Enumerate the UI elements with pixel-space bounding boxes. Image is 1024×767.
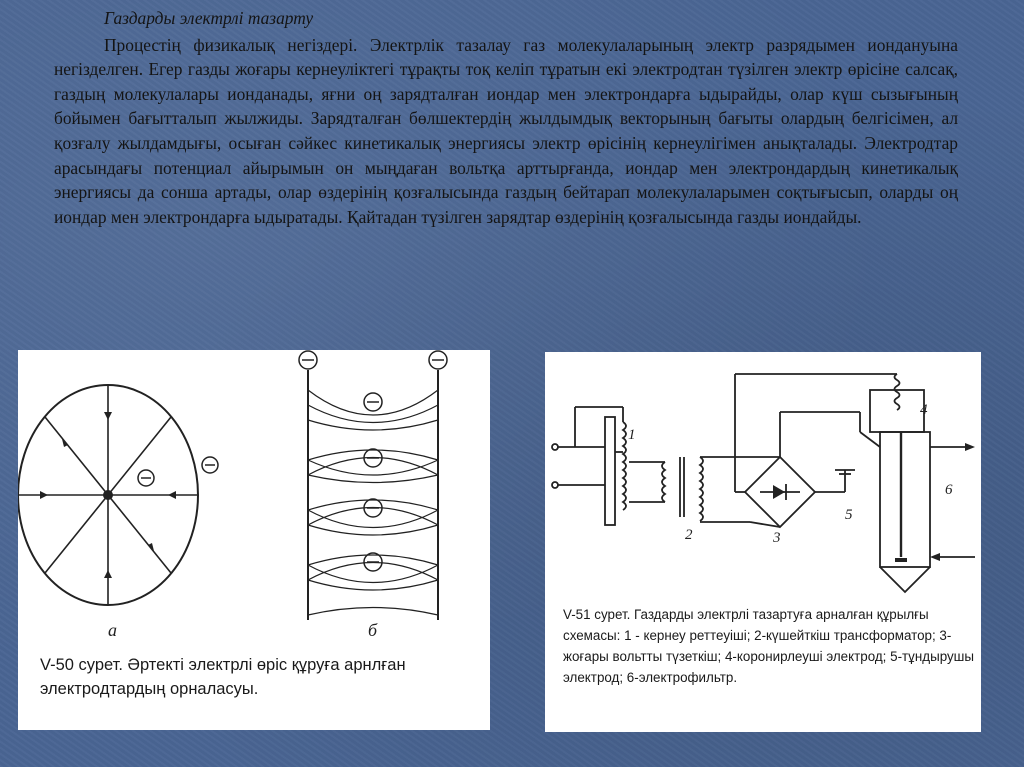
- figure-v50-drawing: [18, 350, 490, 650]
- label-2: 2: [685, 527, 693, 543]
- figure-v50-panel: [18, 350, 490, 730]
- label-6: 6: [945, 482, 953, 498]
- label-b: б: [368, 620, 378, 640]
- label-5: 5: [845, 507, 853, 523]
- terminal-top: [552, 444, 558, 450]
- filter-hopper: [880, 567, 930, 592]
- filter-head: [870, 390, 924, 432]
- figure-v51-caption: V-51 сурет. Газдарды электрлі тазартуға арналған құрылғы схемасы: 1 - кернеу реттеуіші; 2-күшейткіш трансформатор; 3-жоғары вольтты түзеткіш; 4-коронирлеуші электрод; 5-тұндырушы электрод; 6-электрофильтр.: [563, 607, 975, 685]
- transformer-primary: [662, 462, 665, 502]
- body-paragraph: Процестің физикалық негіздері. Электрлік тазалау газ молекулаларының электр разрядымен иондануына негізделген. Егер газды жоғары кернеуліктегі тұрақты тоқ келіп тұратын екі электродтан түзілген электр өрісіне салсақ, газдың молекулалары ионданады, яғни оң зарядталған иондар мен электрондарға ыдырайды, олар күш сызығының бойымен бағытталып жылжиды. Зарядталған бөлшектердің жылдымдық векторының бағыты олардың белгісімен, ал қозғалу жылдамдығы, осыған сәйкес кинетикалық энергиясы электр өрісінің кернеулігімен анықталады. Электродтар арасындағы потенциал айырымын он мыңдаған вольтқа арттырғанда, иондар мен электрондардың кинетикалық энергиясы да сонша артады, олар өздерінің қозғалысында газдың бейтарап молекулаларымен соқтығысып, оларды оң иондар мен электрондарға ыдыратады. Қайтадан түзілген зарядтар өздерінің қозғалысында газды иондайды.: [54, 34, 958, 227]
- terminal-bottom: [552, 482, 558, 488]
- voltage-regulator: [605, 417, 615, 525]
- insulator-spring: [895, 374, 900, 410]
- regulator-coil: [623, 422, 626, 510]
- label-3: 3: [773, 530, 781, 546]
- figure-v50-caption: V-50 сурет. Әртекті электрлі өріс құруға арнлған электродтардың орналасуы.: [40, 656, 406, 698]
- text-block: [54, 6, 958, 229]
- label-4: 4: [920, 402, 928, 418]
- central-electrode: [104, 491, 112, 499]
- electrofilter-body: [880, 432, 930, 567]
- figure-v51-panel: [545, 352, 981, 732]
- section-heading: Газдарды электрлі тазарту: [104, 8, 314, 28]
- label-a: а: [108, 620, 117, 640]
- label-1: 1: [628, 427, 636, 443]
- field-lines-bow: [308, 390, 438, 615]
- transformer-secondary: [700, 457, 703, 521]
- figure-v51-drawing: [545, 352, 981, 602]
